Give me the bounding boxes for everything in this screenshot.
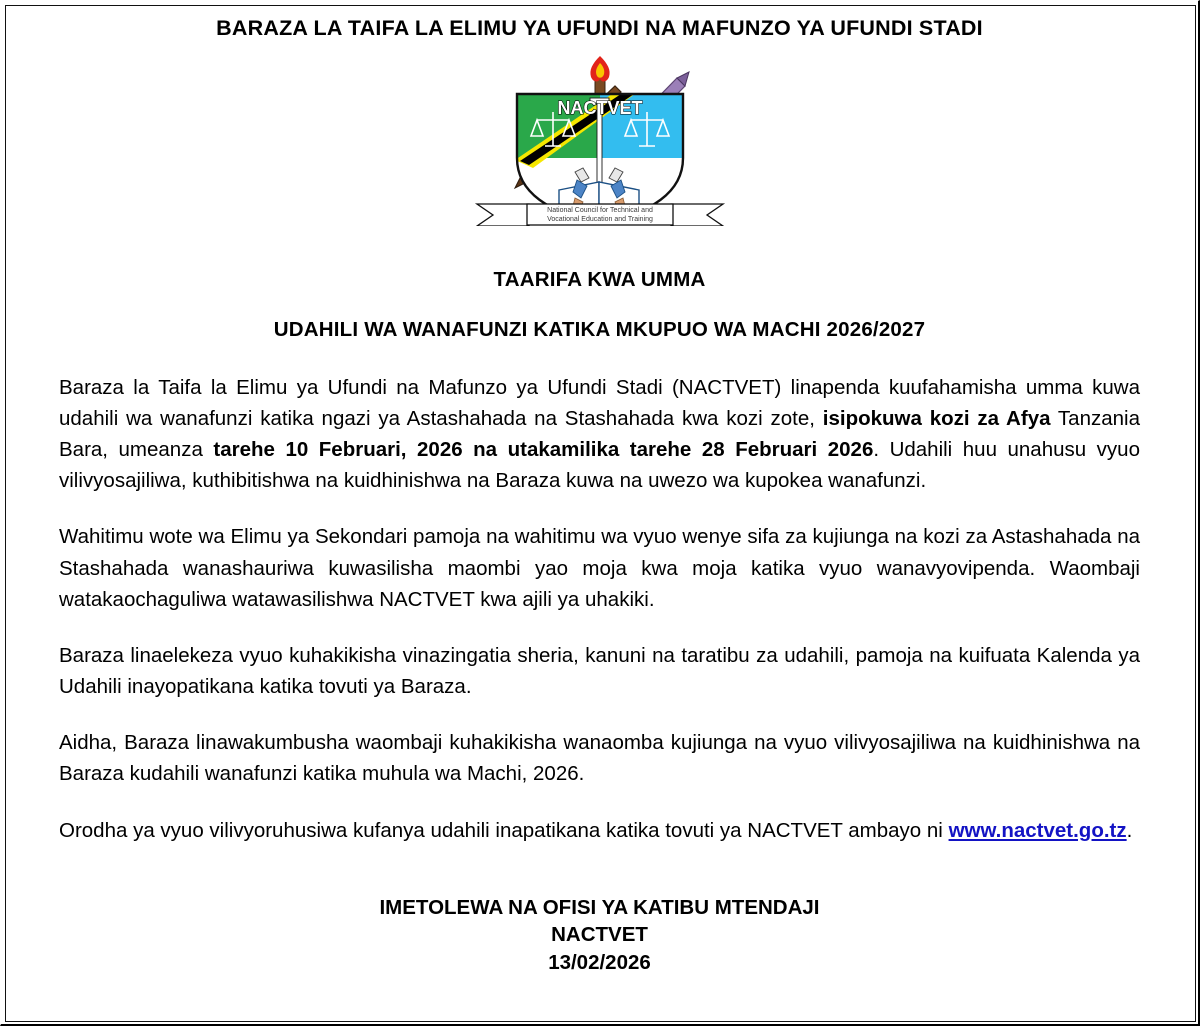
p5-segment-1: Orodha ya vyuo vilivyoruhusiwa kufanya udahili inapatikana katika tovuti ya NACTVET ambayo ni [59,818,949,842]
shield-acronym-text: NACTVET [557,97,642,118]
paragraph-2: Wahitimu wote wa Elimu ya Sekondari pamoja na wahitimu wa vyuo wenye sifa za kujiunga na kozi za Astashahada na Stashahada wanashauriwa kuwasilisha maombi yao moja kwa moja katika vyuo wanavyovipenda. Waombaji watakaochaguliwa watawasilishwa NACTVET kwa ajili ya uhakiki. [59,525,1140,611]
ribbon-line-2: Vocational Education and Training [546,215,653,223]
ribbon-line-1: National Council for Technical and [546,206,653,214]
p1-segment-3: . Udahili huu unahusu vyuo vilivyosajiliwa, kuthibitishwa na kuidhinishwa na Baraza kuwa na uwezo wa kupokea wanafunzi. [59,438,1140,493]
nactvet-logo [59,54,1140,226]
footer-line-1: IMETOLEWA NA OFISI YA KATIBU MTENDAJI [379,895,820,919]
p1-bold-1: isipokuwa kozi za Afya [822,406,1051,430]
p1-segment-1: Baraza la Taifa la Elimu ya Ufundi na Mafunzo ya Ufundi Stadi (NACTVET) linapenda kuufahamisha umma kuwa udahili wa wanafunzi katika ngazi ya Astashahada na Stashahada kwa kozi zote, [59,375,1140,430]
notice-body [59,372,1140,846]
ribbon-banner [477,204,723,226]
paragraph-4: Aidha, Baraza linawakumbusha waombaji kuhakikisha wanaomba kujiunga na vyuo vilivyosajiliwa na kuidhinishwa na Baraza kudahili wanafunzi katika muhula wa Machi, 2026. [59,731,1140,786]
notice-title: TAARIFA KWA UMMA [493,267,706,291]
p1-segment-2: Tanzania Bara, umeanza [59,406,1140,462]
notice-footer [59,894,1140,977]
paragraph-3: Baraza linaelekeza vyuo kuhakikisha vinazingatia sheria, kanuni na taratibu za udahili, pamoja na kuifuata Kalenda ya Udahili inayopatikana katika tovuti ya Baraza. [59,643,1140,699]
page-title: BARAZA LA TAIFA LA ELIMU YA UFUNDI NA MAFUNZO YA UFUNDI STADI [216,16,983,40]
p5-segment-2: . [1126,818,1133,842]
nactvet-website-link[interactable]: www.nactvet.go.tz [948,818,1127,842]
torch-icon [590,56,609,98]
paragraph-1 [59,372,1140,497]
p1-bold-2: tarehe 10 Februari, 2026 na utakamilika tarehe 28 Februari 2026 [213,438,874,462]
nactvet-logo-icon [471,54,729,226]
page-content [1,1,1198,977]
notice-subtitle: UDAHILI WA WANAFUNZI KATIKA MKUPUO WA MACHI 2026/2027 [273,317,926,341]
footer-line-2: NACTVET [551,923,648,947]
footer-line-3: 13/02/2026 [548,951,651,975]
paragraph-5 [59,815,1140,846]
